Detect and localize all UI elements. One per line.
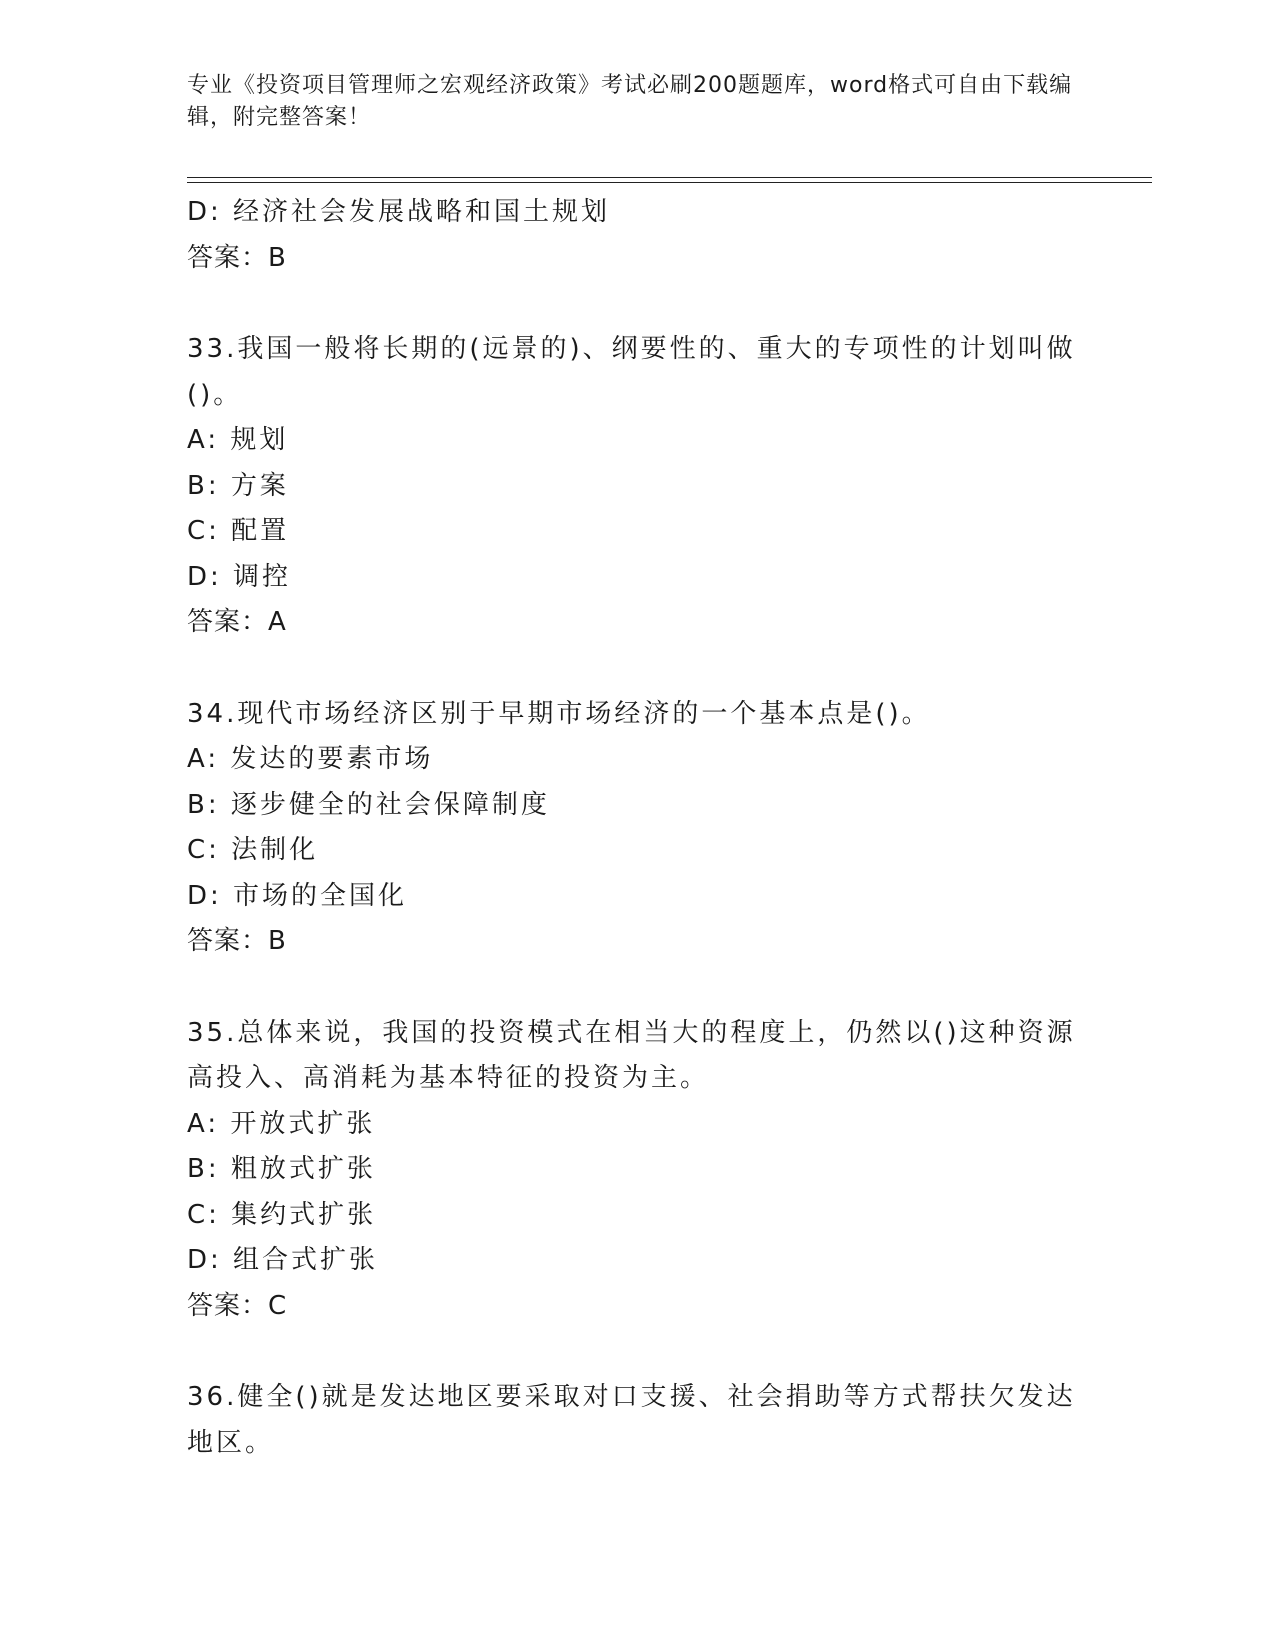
option-c: C: 集约式扩张	[187, 1199, 377, 1230]
question-stem: 33.我国一般将长期的(远景的)、纲要性的、重大的专项性的计划叫做()。	[187, 334, 1076, 410]
question-stem: 35.总体来说，我国的投资模式在相当大的程度上，仍然以()这种资源高投入、高消耗为基本特征的投资为主。	[187, 1017, 1076, 1093]
question-stem: 36.健全()就是发达地区要采取对口支援、社会捐助等方式帮扶欠发达地区。	[187, 1382, 1076, 1458]
option-c: C: 法制化	[187, 835, 319, 865]
option-b: B: 逐步健全的社会保障制度	[187, 789, 550, 820]
option-d: D: 经济社会发展战略和国土规划	[187, 197, 611, 227]
question-34	[187, 692, 1087, 965]
question-36	[187, 1375, 1087, 1466]
option-a: A: 发达的要素市场	[187, 744, 434, 774]
header-title: 专业《投资项目管理师之宏观经济政策》考试必刷200题题库，word格式可自由下载编辑，附完整答案！	[187, 73, 1073, 130]
answer-line: 答案：C	[187, 1290, 288, 1321]
option-b: B: 方案	[187, 470, 289, 501]
header-divider-bottom	[187, 182, 1152, 183]
previous-question-tail	[187, 190, 1087, 281]
question-35	[187, 1011, 1087, 1330]
option-d: D: 调控	[187, 561, 292, 592]
option-a: A: 开放式扩张	[187, 1108, 376, 1139]
option-d: D: 市场的全国化	[187, 880, 408, 911]
option-d: D: 组合式扩张	[187, 1245, 379, 1275]
question-stem: 34.现代市场经济区别于早期市场经济的一个基本点是()。	[187, 698, 931, 729]
document-header	[187, 70, 1087, 134]
answer-line: 答案：B	[187, 242, 287, 273]
answer-line: 答案：A	[187, 607, 287, 637]
option-b: B: 粗放式扩张	[187, 1154, 376, 1184]
header-divider-top	[187, 177, 1152, 178]
question-33	[187, 327, 1087, 646]
option-a: A: 规划	[187, 425, 289, 455]
option-c: C: 配置	[187, 516, 290, 546]
answer-line: 答案：B	[187, 926, 287, 956]
question-content	[187, 190, 1087, 1466]
